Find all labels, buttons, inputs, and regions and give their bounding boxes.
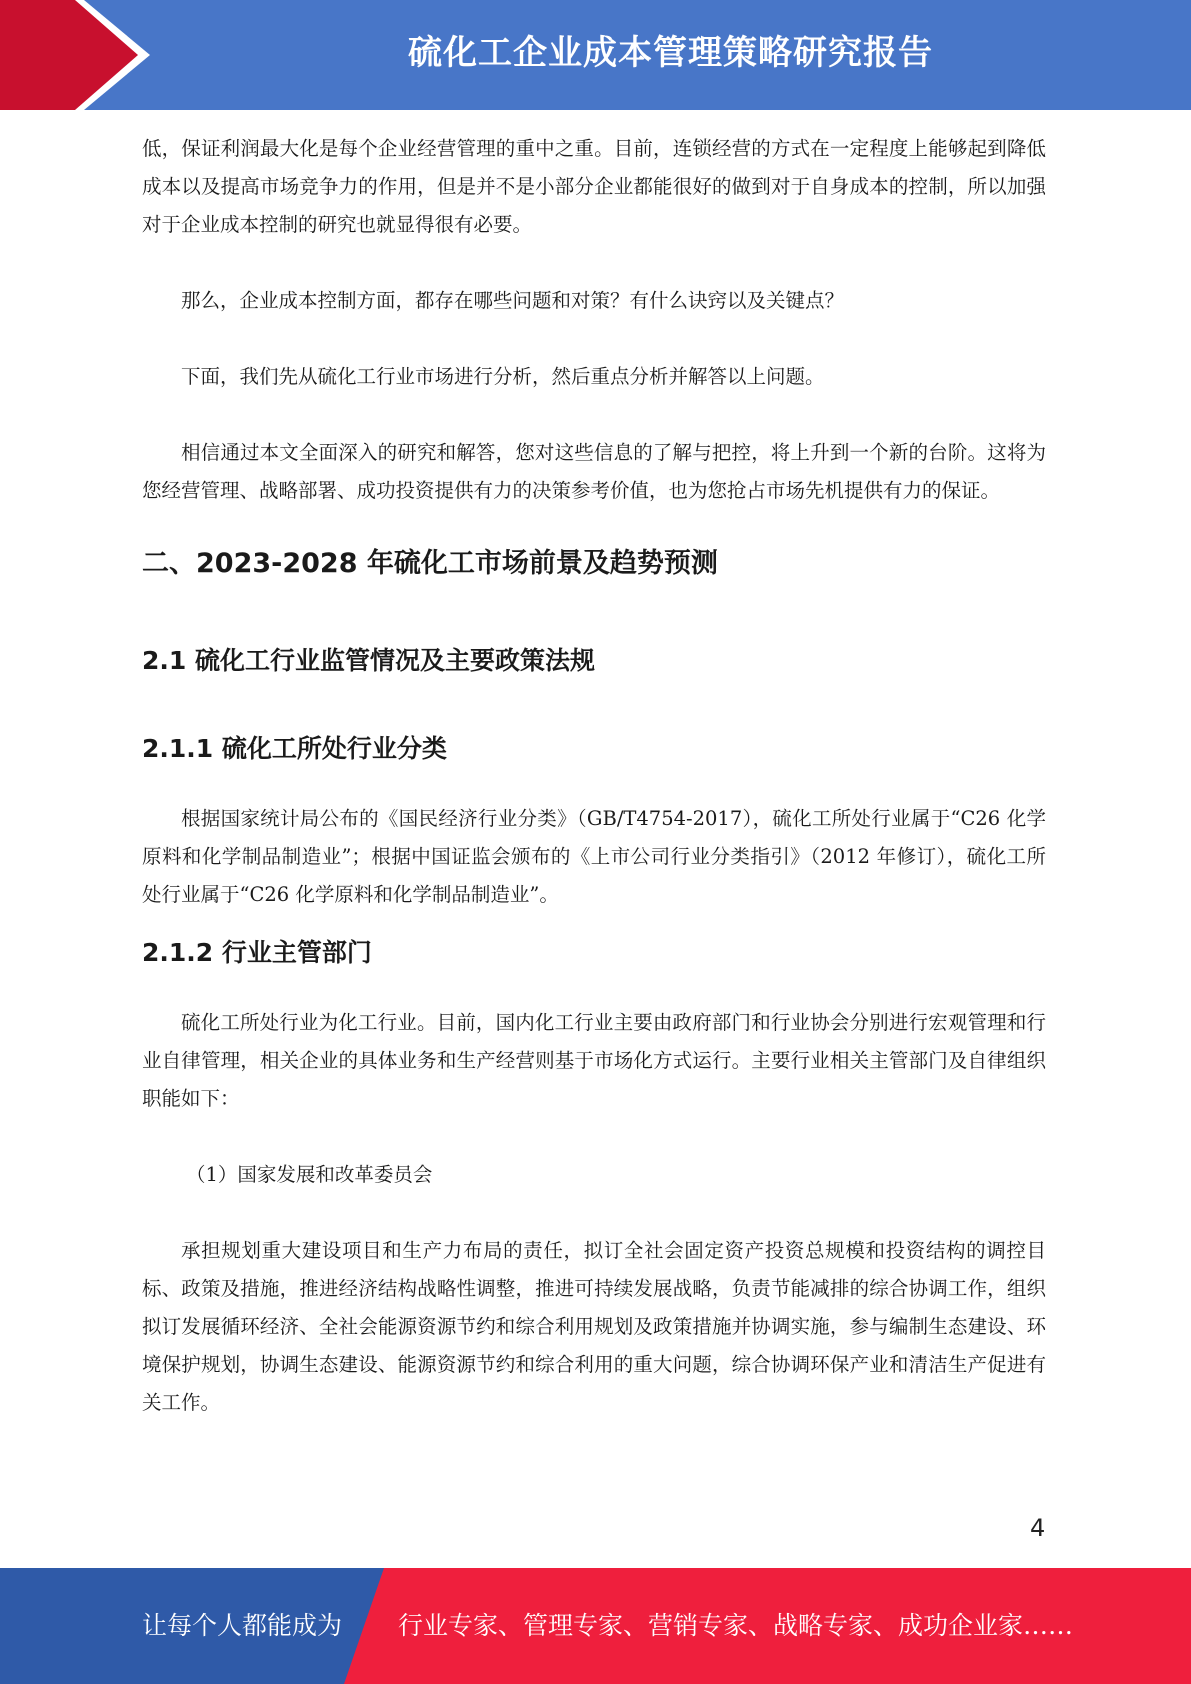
subsubsection-heading-classification: 2.1.1 硫化工所处行业分类 <box>142 734 447 763</box>
footer-slogan-right: 行业专家、管理专家、营销专家、战略专家、成功企业家…… <box>398 1611 1074 1640</box>
list-item-ndrc: （1）国家发展和改革委员会 <box>186 1163 433 1186</box>
subsection-heading: 2.1 硫化工行业监管情况及主要政策法规 <box>142 646 595 675</box>
subsubsection-heading-authority: 2.1.2 行业主管部门 <box>142 938 372 967</box>
paragraph-question: 那么，企业成本控制方面，都存在哪些问题和对策？有什么诀窍以及关键点？ <box>181 289 845 312</box>
document-body <box>142 130 1046 1422</box>
page-footer <box>0 1568 1191 1684</box>
paragraph-intro: 低，保证利润最大化是每个企业经营管理的重中之重。目前，连锁经营的方式在一定程度上能够起到降低成本以及提高市场竞争力的作用，但是并不是小部分企业都能很好的做到对于自身成本的控制，所以加强对于企业成本控制的研究也就显得很有必要。 <box>142 137 1046 236</box>
paragraph-conclusion: 相信通过本文全面深入的研究和解答，您对这些信息的了解与把控，将上升到一个新的台阶。这将为您经营管理、战略部署、成功投资提供有力的决策参考价值，也为您抢占市场先机提供有力的保证。 <box>142 441 1046 502</box>
section-heading: 二、2023-2028 年硫化工市场前景及趋势预测 <box>142 548 718 579</box>
page-number: 4 <box>1030 1514 1046 1542</box>
paragraph-next: 下面，我们先从硫化工行业市场进行分析，然后重点分析并解答以上问题。 <box>181 365 825 388</box>
footer-slogan-left: 让每个人都能成为 <box>142 1611 343 1640</box>
paragraph-authority: 硫化工所处行业为化工行业。目前，国内化工行业主要由政府部门和行业协会分别进行宏观管理和行业自律管理，相关企业的具体业务和生产经营则基于市场化方式运行。主要行业相关主管部门及自律组织职能如下： <box>142 1011 1046 1110</box>
header-arrow-icon <box>0 0 138 110</box>
paragraph-classification: 根据国家统计局公布的《国民经济行业分类》（GB/T4754-2017），硫化工所处行业属于“C26 化学原料和化学制品制造业”；根据中国证监会颁布的《上市公司行业分类指引》（2012 年修订），硫化工所处行业属于“C26 化学原料和化学制品制造业”。 <box>142 807 1046 906</box>
paragraph-ndrc-duties: 承担规划重大建设项目和生产力布局的责任，拟订全社会固定资产投资总规模和投资结构的调控目标、政策及措施，推进经济结构战略性调整，推进可持续发展战略，负责节能减排的综合协调工作，组织拟订发展循环经济、全社会能源资源节约和综合利用规划及政策措施并协调实施，参与编制生态建设、环境保护规划，协调生态建设、能源资源节约和综合利用的重大问题，综合协调环保产业和清洁生产促进有关工作。 <box>142 1239 1046 1414</box>
page-header <box>0 0 1191 110</box>
report-title: 硫化工企业成本管理策略研究报告 <box>408 33 933 73</box>
